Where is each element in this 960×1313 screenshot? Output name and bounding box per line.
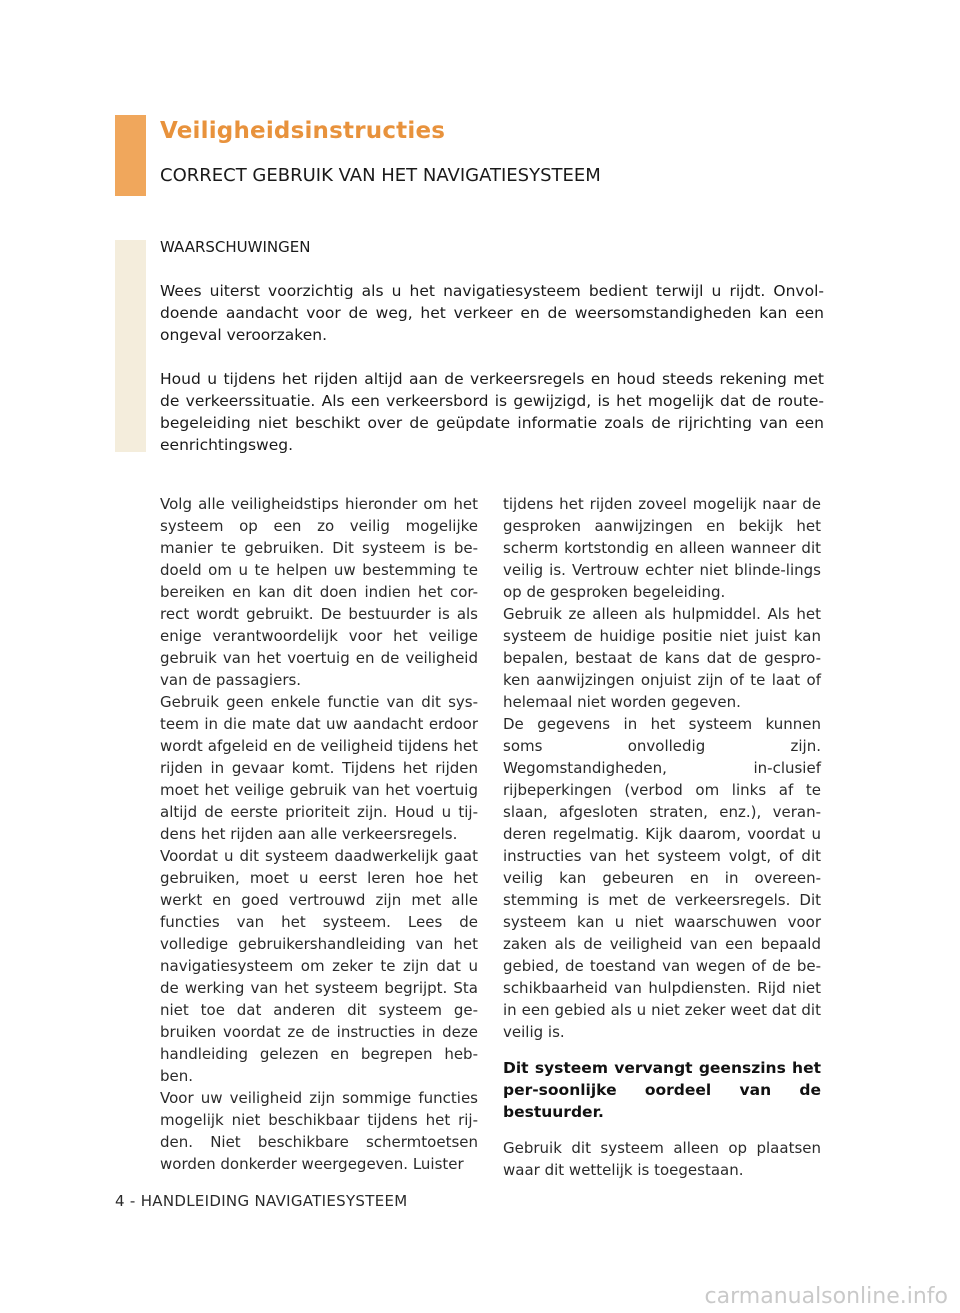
body-right-column — [503, 493, 821, 1181]
watermark: carmanualsonline.info — [704, 1284, 948, 1309]
body-paragraph: Gebruik geen enkele functie van dit sys-teem in die mate dat uw aandacht erdoor wordt afgeleid en de veiligheid tijdens het rijden in gevaar komt. Tijdens het rijden moet het veilige gebruik van het voertuig altijd de eerste prioriteit zijn. Houd u tij-dens het rijden aan alle verkeersregels. — [160, 693, 478, 843]
warning-paragraph-1: Wees uiterst voorzichtig als u het navigatiesysteem bedient terwijl u rijdt. Onvol-doende aandacht voor de weg, het verkeer en de weersomstandigheden kan een ongeval veroorzaken. — [160, 282, 824, 344]
body-paragraph: De gegevens in het systeem kunnen soms onvolledig zijn. Wegomstandigheden, in-clusief rijbeperkingen (verbod om links af te slaan, afgesloten straten, enz.), veran-deren regelmatig. Kijk daarom, voordat u instructies van het systeem volgt, of dit veilig kan gebeuren en in overeen-stemming is met de verkeersregels. Dit systeem kan u niet waarschuwen voor zaken als de veiligheid van een bepaald gebied, de toestand van wegen of de be-schikbaarheid van hulpdiensten. Rijd niet in een gebied als u niet zeker weet dat dit veilig is. — [503, 715, 821, 1041]
warning-accent-bar — [115, 240, 146, 452]
body-paragraph: Voordat u dit systeem daadwerkelijk gaat gebruiken, moet u eerst leren hoe het werkt en goed vertrouwd zijn met alle functies van het systeem. Lees de volledige gebruikershandleiding van het navigatiesysteem om zeker te zijn dat u de werking van het systeem begrijpt. Sta niet toe dat anderen dit systeem ge-bruiken voordat ze de instructies in deze handleiding gelezen en begrepen heb-ben. — [160, 847, 478, 1085]
section-accent-bar — [115, 115, 146, 196]
body-left-column — [160, 493, 478, 1175]
section-subtitle: CORRECT GEBRUIK VAN HET NAVIGATIESYSTEEM — [160, 165, 601, 186]
warning-paragraph-2: Houd u tijdens het rijden altijd aan de verkeersregels en houd steeds rekening met de verkeerssituatie. Als een verkeersbord is gewijzigd, is het mogelijk dat de route-begeleiding niet beschikt over de geüpdate informatie zoals de rijrichting van een eenrichtingsweg. — [160, 370, 824, 454]
body-paragraph: Volg alle veiligheidstips hieronder om het systeem op een zo veilig mogelijke manier te gebruiken. Dit systeem is be-doeld om u te helpen uw bestemming te bereiken en kan dit doen indien het cor-rect wordt gebruikt. De bestuurder is als enige verantwoordelijk voor het veilige gebruik van het voertuig en de veiligheid van de passagiers. — [160, 495, 478, 689]
body-paragraph: tijdens het rijden zoveel mogelijk naar de gesproken aanwijzingen en bekijk het scherm kortstondig en alleen wanneer dit veilig is. Vertrouw echter niet blinde-lings op de gesproken begeleiding. — [503, 495, 821, 601]
page-title: Veiligheidsinstructies — [160, 118, 446, 144]
page-footer: 4 - HANDLEIDING NAVIGATIESYSTEEM — [115, 1192, 408, 1210]
bold-statement: Dit systeem vervangt geenszins het per-soonlijke oordeel van de bestuurder. — [503, 1059, 821, 1121]
warning-heading: WAARSCHUWINGEN — [160, 238, 311, 256]
body-paragraph: Voor uw veiligheid zijn sommige functies mogelijk niet beschikbaar tijdens het rij-den. Niet beschikbare schermtoetsen worden donkerder weergegeven. Luister — [160, 1089, 478, 1173]
final-paragraph: Gebruik dit systeem alleen op plaatsen waar dit wettelijk is toegestaan. — [503, 1139, 821, 1179]
body-paragraph: Gebruik ze alleen als hulpmiddel. Als het systeem de huidige positie niet juist kan bepalen, bestaat de kans dat de gespro-ken aanwijzingen onjuist zijn of te laat of helemaal niet worden gegeven. — [503, 605, 821, 711]
